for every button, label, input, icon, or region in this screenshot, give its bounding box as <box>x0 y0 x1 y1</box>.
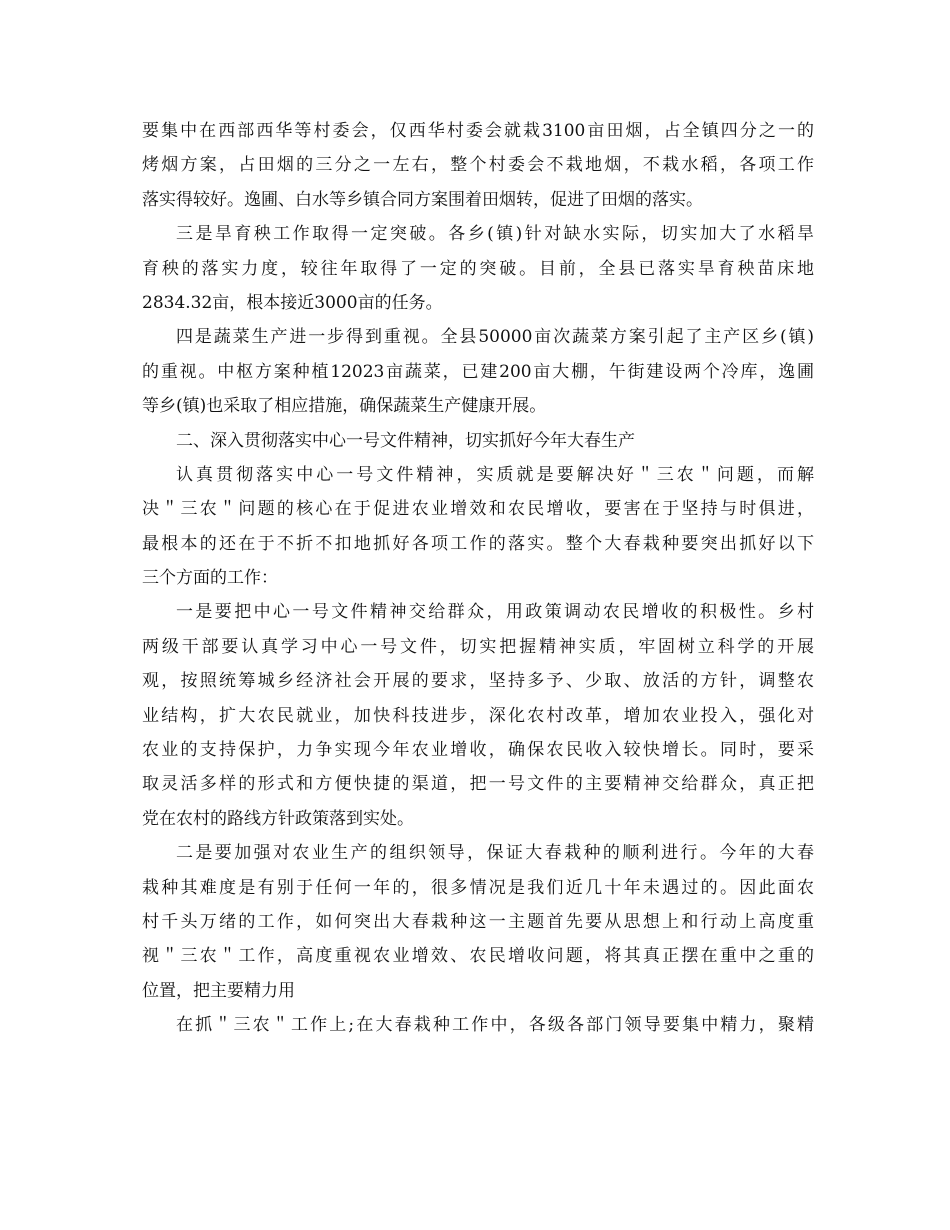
text-line: 村千头万绪的工作，如何突出大春栽种这一主题首先要从思想上和行动上高度重 <box>142 911 814 932</box>
text-line: 等乡(镇)也采取了相应措施，确保蔬菜生产健康开展。 <box>142 396 547 417</box>
text-line: 农业的支持保护，力争实现今年农业增收，确保农民收入较快增长。同时，要采 <box>142 740 814 761</box>
text-line: 取灵活多样的形式和方便快捷的渠道，把一号文件的主要精神交给群众，真正把 <box>142 774 814 795</box>
text-line: 在抓＂三农＂工作上;在大春栽种工作中，各级各部门领导要集中精力，聚精 <box>176 1015 814 1036</box>
text-line: 要集中在西部西华等村委会，仅西华村委会就栽3100亩田烟，占全镇四分之一的 <box>142 121 814 141</box>
text-line: 育秧的落实力度，较往年取得了一定的突破。目前，全县已落实旱育秧苗床地 <box>142 258 814 279</box>
text-line: 三是旱育秧工作取得一定突破。各乡(镇)针对缺水实际，切实加大了水稻旱 <box>176 224 814 245</box>
text-line: 四是蔬菜生产进一步得到重视。全县50000亩次蔬菜方案引起了主产区乡(镇) <box>176 327 814 348</box>
text-line: 落实得较好。逸圃、白水等乡镇合同方案围着田烟转，促进了田烟的落实。 <box>142 189 703 210</box>
text-line: 位置，把主要精力用 <box>142 980 295 1001</box>
text-line: 烤烟方案，占田烟的三分之一左右，整个村委会不栽地烟，不栽水稻，各项工作 <box>142 155 814 176</box>
text-line: 二、深入贯彻落实中心一号文件精神，切实抓好今年大春生产 <box>176 430 635 451</box>
document-body <box>142 114 814 1043</box>
text-line: 的重视。中枢方案种植12023亩蔬菜，已建200亩大棚，午街建设两个冷库，逸圃 <box>142 361 814 382</box>
text-line: 业结构，扩大农民就业，加快科技进步，深化农村改革，增加农业投入，强化对 <box>142 705 814 726</box>
text-line: 党在农村的路线方针政策落到实处。 <box>142 808 414 829</box>
text-line: 最根本的还在于不折不扣地抓好各项工作的落实。整个大春栽种要突出抓好以下 <box>142 533 814 554</box>
text-line: 二是要加强对农业生产的组织领导，保证大春栽种的顺利进行。今年的大春 <box>176 843 814 864</box>
text-line: 决＂三农＂问题的核心在于促进农业增效和农民增收，要害在于坚持与时俱进， <box>142 499 814 520</box>
text-line: 观，按照统筹城乡经济社会开展的要求，坚持多予、少取、放活的方针，调整农 <box>142 671 814 692</box>
text-line: 2834.32亩，根本接近3000亩的任务。 <box>142 292 443 313</box>
text-line: 栽种其难度是有别于任何一年的，很多情况是我们近几十年未遇过的。因此面农 <box>142 877 814 898</box>
text-line: 认真贯彻落实中心一号文件精神，实质就是要解决好＂三农＂问题，而解 <box>176 464 814 485</box>
text-line: 视＂三农＂工作，高度重视农业增效、农民增收问题，将其真正摆在重中之重的 <box>142 946 814 967</box>
text-line: 三个方面的工作： <box>142 568 278 589</box>
text-line: 两级干部要认真学习中心一号文件，切实把握精神实质，牢固树立科学的开展 <box>142 636 814 657</box>
text-line: 一是要把中心一号文件精神交给群众，用政策调动农民增收的积极性。乡村 <box>176 602 814 623</box>
